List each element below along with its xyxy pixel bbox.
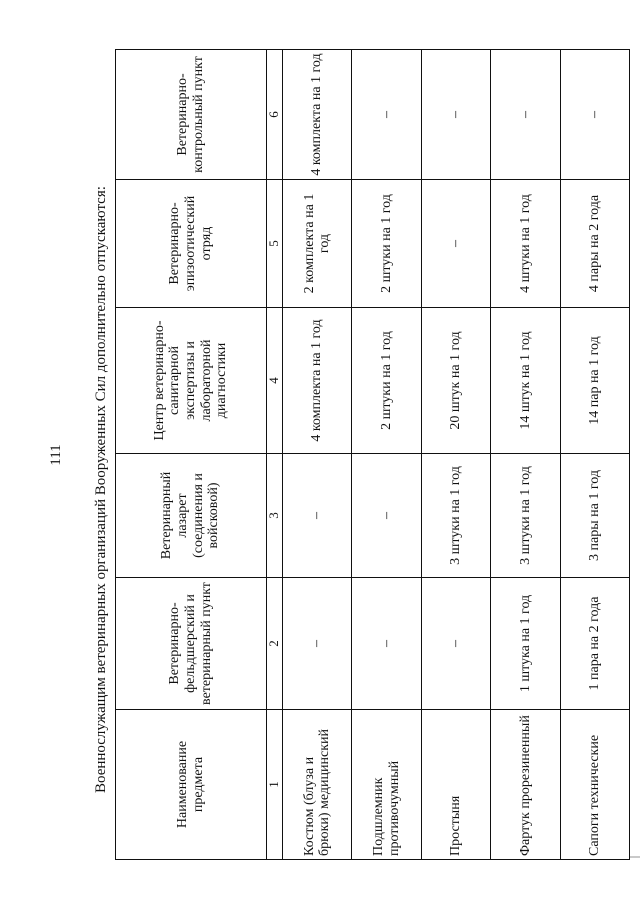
header-item-name: Наименование предмета xyxy=(116,710,267,860)
quantity-cell: – xyxy=(421,50,490,180)
table-row xyxy=(491,50,560,860)
header-vet-feldsher-point: Ветеринарно-фельдшерский и ветеринарный пункт xyxy=(116,578,267,710)
table-row xyxy=(283,50,352,860)
quantity-cell: 14 пар на 1 год xyxy=(560,308,629,454)
quantity-cell: – xyxy=(491,50,560,180)
quantity-cell: 1 штука на 1 год xyxy=(491,578,560,710)
column-number: 2 xyxy=(266,578,283,710)
quantity-cell: – xyxy=(352,454,421,578)
item-name-cell: Костюм (блуза и брюки) медицинский xyxy=(283,710,352,860)
quantity-cell: – xyxy=(421,578,490,710)
quantity-cell: – xyxy=(283,454,352,578)
table-row xyxy=(421,50,490,860)
quantity-cell: – xyxy=(352,50,421,180)
quantity-cell: 1 пара на 2 года xyxy=(560,578,629,710)
quantity-cell: – xyxy=(283,578,352,710)
quantity-cell: 2 штуки на 1 год xyxy=(352,180,421,308)
quantity-cell: 4 пары на 2 года xyxy=(560,180,629,308)
supply-table xyxy=(115,49,630,860)
quantity-cell: 3 штуки на 1 год xyxy=(491,454,560,578)
column-number: 3 xyxy=(266,454,283,578)
column-number: 6 xyxy=(266,50,283,180)
quantity-cell: 3 пары на 1 год xyxy=(560,454,629,578)
quantity-cell: 2 комплекта на 1 год xyxy=(283,180,352,308)
header-vet-sanitary-center: Центр ветеринарно-санитарной экспертизы и лабораторной диагностики xyxy=(116,308,267,454)
item-name-cell: Фартук прорезиненный xyxy=(491,710,560,860)
quantity-cell: 3 штуки на 1 год xyxy=(421,454,490,578)
item-name-cell: Подшлемник противочумный xyxy=(352,710,421,860)
column-number: 5 xyxy=(266,180,283,308)
quantity-cell: – xyxy=(560,50,629,180)
quantity-cell: 14 штук на 1 год xyxy=(491,308,560,454)
column-number: 1 xyxy=(266,710,283,860)
quantity-cell: – xyxy=(421,180,490,308)
item-name-cell: Сапоги технические xyxy=(560,710,629,860)
column-number-row xyxy=(266,50,283,860)
quantity-cell: 4 комплекта на 1 год xyxy=(283,50,352,180)
header-vet-infirmary: Ветеринарный лазарет (соединения и войсковой) xyxy=(116,454,267,578)
header-vet-control-point: Ветеринарно-контрольный пункт xyxy=(116,50,267,180)
quantity-cell: – xyxy=(352,578,421,710)
scan-edge-mark xyxy=(630,856,640,858)
table-row xyxy=(560,50,629,860)
quantity-cell: 20 штук на 1 год xyxy=(421,308,490,454)
page-number: 111 xyxy=(48,444,64,466)
table-caption: Военнослужащим ветеринарных организаций Вооруженных Сил дополнительно отпускаются: xyxy=(93,186,109,793)
quantity-cell: 2 штуки на 1 год xyxy=(352,308,421,454)
header-vet-epizootic-unit: Ветеринарно-эпизоотический отряд xyxy=(116,180,267,308)
table-row xyxy=(352,50,421,860)
quantity-cell: 4 комплекта на 1 год xyxy=(283,308,352,454)
quantity-cell: 4 штуки на 1 год xyxy=(491,180,560,308)
item-name-cell: Простыня xyxy=(421,710,490,860)
table-header-row xyxy=(116,50,267,860)
column-number: 4 xyxy=(266,308,283,454)
